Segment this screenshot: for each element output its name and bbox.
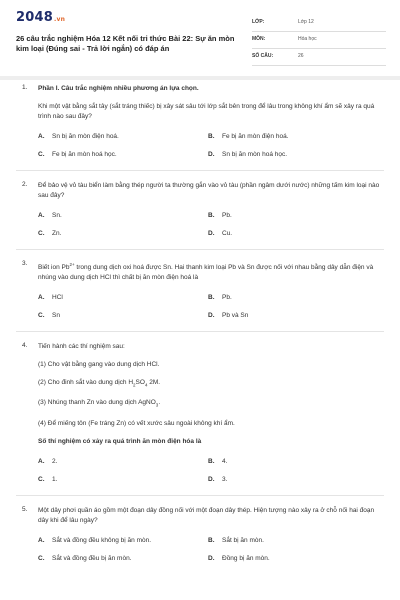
option-b[interactable]: B. 4. <box>208 457 228 465</box>
answer-options <box>38 457 384 485</box>
question-divider <box>16 249 384 250</box>
page-header <box>16 8 384 68</box>
question-list <box>16 82 384 564</box>
question-stem: Biết ion $Pb^{2+}$ trong dung dịch oxi hoá được Sn. Hai thanh kim loại Pb và Sn được nối với nhau bằng dây dẫn điện và nhúng vào dung dịch HCl thì chất bị ăn mòn điện hoá là <box>38 262 374 282</box>
logo-suffix: .vn <box>53 16 66 23</box>
answer-options <box>38 211 384 239</box>
question-divider <box>16 331 384 332</box>
meta-row-count <box>252 49 386 66</box>
question-number: 3. <box>22 260 28 267</box>
option-d[interactable]: D. 3. <box>208 475 228 483</box>
question-2 <box>16 181 384 239</box>
option-c[interactable]: C. Sắt và đồng đều bị ăn mòn. <box>38 554 132 562</box>
option-a[interactable]: A. Sắt và đồng đều không bị ăn mòn. <box>38 536 152 544</box>
option-a[interactable]: A. Sn bị ăn mòn điện hoá. <box>38 133 119 140</box>
document-title: 26 câu trắc nghiệm Hóa 12 Kết nối tri thức Bài 22: Sự ăn mòn kim loại (Đúng sai - Trả lời ngắn) có đáp án <box>16 34 235 53</box>
option-d[interactable]: D. Sn bị ăn mòn hoá học. <box>208 151 288 158</box>
experiment-4: (4) Để miếng tôn (Fe tráng Zn) có vết xước sâu ngoài không khí ẩm. <box>38 419 235 427</box>
question-stem: Để bảo vệ vỏ tàu biển làm bằng thép người ta thường gắn vào vỏ tàu (phần ngâm dưới nước) những tấm kim loại nào sau đây? <box>38 182 380 199</box>
option-a[interactable]: A. Sn. <box>38 212 62 219</box>
meta-value: Hóa học <box>298 36 317 42</box>
meta-row-class <box>252 15 386 32</box>
question-number: 2. <box>22 181 28 188</box>
question-4 <box>16 342 384 485</box>
meta-key: LỚP: <box>252 19 265 25</box>
option-d[interactable]: D. Pb và Sn <box>208 312 249 320</box>
meta-value: Lớp 12 <box>298 19 314 25</box>
option-c[interactable]: C. 1. <box>38 475 58 483</box>
question-3 <box>16 260 384 321</box>
option-a[interactable]: A. 2. <box>38 457 58 465</box>
answer-options <box>38 132 384 160</box>
option-b[interactable]: B. Pb. <box>208 212 232 219</box>
option-b[interactable]: B. Fe bị ăn mòn điện hoá. <box>208 133 289 140</box>
question-stem: Khi một vật bằng sắt tây (sắt tráng thiếc) bị xây sát sâu tới lớp sắt bên trong để lâu trong không khí ẩm sẽ xảy ra quá trình nào sau đây? <box>38 103 375 120</box>
section-heading: Phần I. Câu trắc nghiệm nhiều phương án lựa chọn. <box>38 85 199 92</box>
question-prompt: Số thí nghiệm có xảy ra quá trình ăn mòn điện hóa là <box>38 437 202 445</box>
site-logo[interactable] <box>16 10 65 25</box>
question-number: 5. <box>22 505 28 513</box>
question-number: 1. <box>22 84 28 91</box>
answer-options <box>38 293 384 321</box>
question-stem: Một dây phơi quần áo gồm một đoạn dây đồng nối với một đoạn dây thép. Hiện tượng nào xảy ra ở chỗ nối hai đoạn dây khi để lâu ngày? <box>38 506 375 524</box>
logo-text: 2048 <box>16 10 53 25</box>
header-divider <box>0 76 400 80</box>
option-c[interactable]: C. Zn. <box>38 230 62 237</box>
option-b[interactable]: B. Sắt bị ăn mòn. <box>208 536 264 544</box>
option-c[interactable]: C. Sn <box>38 312 60 320</box>
answer-options <box>38 536 384 564</box>
option-b[interactable]: B. Pb. <box>208 294 232 302</box>
experiment-3: (3) Nhúng thanh Zn vào dung dịch AgNO$_3$. <box>38 399 161 408</box>
experiment-2: (2) Cho đinh sắt vào dung dịch $H_2SO_4$ 2M. <box>38 379 161 388</box>
question-5 <box>16 506 384 564</box>
option-a[interactable]: A. HCl <box>38 294 63 302</box>
question-divider <box>16 495 384 496</box>
option-c[interactable]: C. Fe bị ăn mòn hoá học. <box>38 151 117 158</box>
question-1 <box>16 84 384 160</box>
meta-value: 26 <box>298 53 304 59</box>
meta-key: SỐ CÂU: <box>252 53 274 59</box>
question-number: 4. <box>22 342 28 350</box>
meta-table <box>252 15 386 66</box>
meta-key: MÔN: <box>252 36 266 42</box>
question-stem: Tiến hành các thí nghiệm sau: <box>38 343 125 351</box>
experiment-1: (1) Cho vật bằng gang vào dung dịch HCl. <box>38 361 160 369</box>
meta-row-subject <box>252 32 386 49</box>
option-d[interactable]: D. Đồng bị ăn mòn. <box>208 554 270 562</box>
question-divider <box>16 170 384 171</box>
option-d[interactable]: D. Cu. <box>208 230 233 237</box>
